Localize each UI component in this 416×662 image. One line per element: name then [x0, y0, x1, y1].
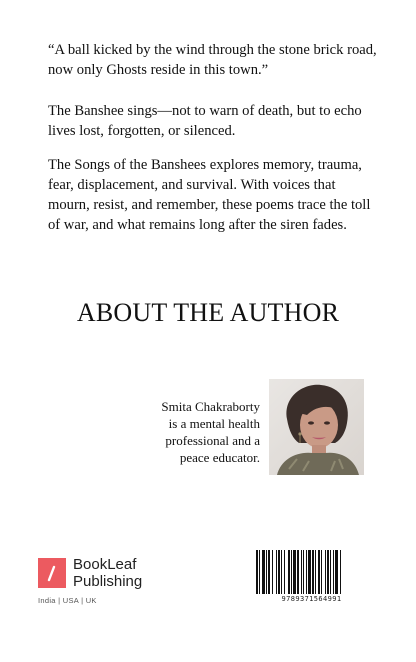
- blurb-paragraph-2: The Banshee sings—not to warn of death, but to echo lives lost, forgotten, or silenced.: [48, 103, 362, 139]
- about-author-heading: ABOUT THE AUTHOR: [76, 298, 340, 327]
- publisher-name-line1: BookLeaf: [73, 556, 137, 573]
- slash-logo-icon: [38, 558, 66, 588]
- author-bio: Smita Chakraborty is a mental health professional and a peace educator.: [161, 399, 260, 465]
- blurb-paragraph-3: The Songs of the Banshees explores memory, trauma, fear, displacement, and survival. With voices that mourn, resist, and remember, these poems trace the toll of war, and what remains long after the siren fades.: [48, 157, 371, 233]
- barcode: [255, 550, 368, 603]
- author-photo: [269, 379, 364, 475]
- barcode-bars: [255, 550, 368, 594]
- publisher-name: [73, 556, 142, 590]
- publisher-logo: [38, 556, 142, 590]
- publisher-name-line2: Publishing: [73, 573, 143, 590]
- publisher-regions: India | USA | UK: [38, 596, 97, 605]
- isbn-number: 9789371564991: [281, 595, 342, 603]
- blurb-quote: “A ball kicked by the wind through the stone brick road, now only Ghosts reside in this town.”: [48, 42, 377, 78]
